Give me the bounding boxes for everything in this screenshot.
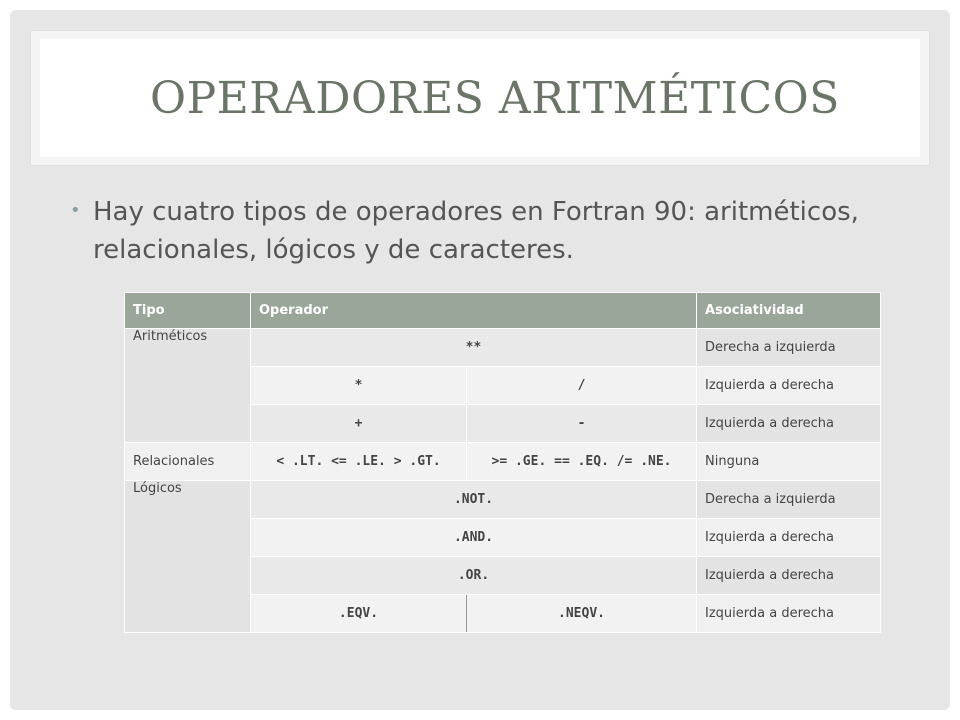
bullet-icon: • (70, 200, 81, 221)
associativity-cell: Ninguna (697, 443, 881, 481)
operators-table (124, 292, 881, 633)
category-logicos: Lógicos (125, 481, 251, 633)
operator-power: ** (251, 329, 697, 367)
bullet-text: Hay cuatro tipos de operadores en Fortran 90: aritméticos, relacionales, lógicos y de caracteres. (93, 197, 859, 265)
header-operador: Operador (251, 293, 697, 329)
header-asociatividad: Asociatividad (697, 293, 881, 329)
table-row (125, 329, 881, 367)
operator-and: .AND. (251, 519, 697, 557)
operator-eqv: .EQV. (251, 595, 467, 633)
operator-plus: + (251, 405, 467, 443)
operator-minus: - (467, 405, 697, 443)
operator-divide: / (467, 367, 697, 405)
table-row (125, 443, 881, 481)
associativity-cell: Izquierda a derecha (697, 557, 881, 595)
associativity-cell: Izquierda a derecha (697, 595, 881, 633)
associativity-cell: Izquierda a derecha (697, 405, 881, 443)
table-row (125, 481, 881, 519)
operator-neqv: .NEQV. (467, 595, 697, 633)
associativity-cell: Derecha a izquierda (697, 481, 881, 519)
slide-title: OPERADORES ARITMÉTICOS (150, 73, 840, 124)
header-tipo: Tipo (125, 293, 251, 329)
associativity-cell: Izquierda a derecha (697, 367, 881, 405)
operator-or: .OR. (251, 557, 697, 595)
operator-not: .NOT. (251, 481, 697, 519)
associativity-cell: Derecha a izquierda (697, 329, 881, 367)
table-header-row (125, 293, 881, 329)
operator-relational-right: >= .GE. == .EQ. /= .NE. (467, 443, 697, 481)
category-aritmeticos: Aritméticos (125, 329, 251, 443)
category-relacionales: Relacionales (125, 443, 251, 481)
operator-relational-left: < .LT. <= .LE. > .GT. (251, 443, 467, 481)
associativity-cell: Izquierda a derecha (697, 519, 881, 557)
operator-multiply: * (251, 367, 467, 405)
